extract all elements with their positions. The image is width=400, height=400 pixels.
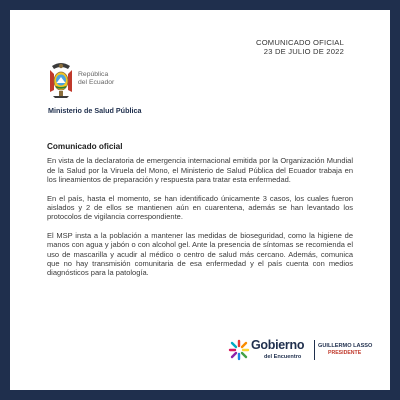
- paragraph-1: En vista de la declaratoria de emergencia internacional emitida por la Organización Mundial de la Salud por la Viruela del Mono, el Ministerio de Salud Pública del Ecuador trabaja en los lineamientos de preparación y respuesta para tratar esta enfermedad.: [47, 156, 353, 185]
- coat-of-arms-icon: [48, 60, 74, 100]
- date-block: [256, 38, 344, 56]
- communique-title: Comunicado oficial: [47, 142, 123, 151]
- logo-divider: [314, 340, 315, 360]
- paragraph-2: En el país, hasta el momento, se han identificado únicamente 3 casos, los cuales fueron aislados y 2 de ellos se mantienen aún en cuarentena, además se han levantado los protocolos de vigilancia correspondiente.: [47, 193, 353, 222]
- gobierno-subtitle: del Encuentro: [264, 354, 302, 360]
- color-burst-icon: [228, 339, 250, 361]
- paragraph-3: El MSP insta a la población a mantener las medidas de bioseguridad, como la higiene de manos con agua y jabón o con alcohol gel. Ante la presencia de síntomas se recomienda el uso de mascarilla y acudir al médico o centro de salud más cercano. Además, comunica que no hay transmisión comunitaria de esa enfermedad y el país cuenta con medios diagnósticos para la patología.: [47, 230, 353, 278]
- doc-type: COMUNICADO OFICIAL: [256, 38, 344, 47]
- ministry-name: Ministerio de Salud Pública: [48, 106, 142, 115]
- gobierno-wordmark: Gobierno: [251, 338, 305, 352]
- communique-page: [10, 10, 390, 390]
- president-name: GUILLERMO LASSO: [318, 343, 373, 349]
- doc-date: 23 DE JULIO DE 2022: [263, 47, 344, 56]
- communique-body: [47, 142, 353, 287]
- president-title: PRESIDENTE: [328, 350, 362, 356]
- republic-label: República del Ecuador: [78, 71, 115, 86]
- government-logo: [228, 337, 373, 365]
